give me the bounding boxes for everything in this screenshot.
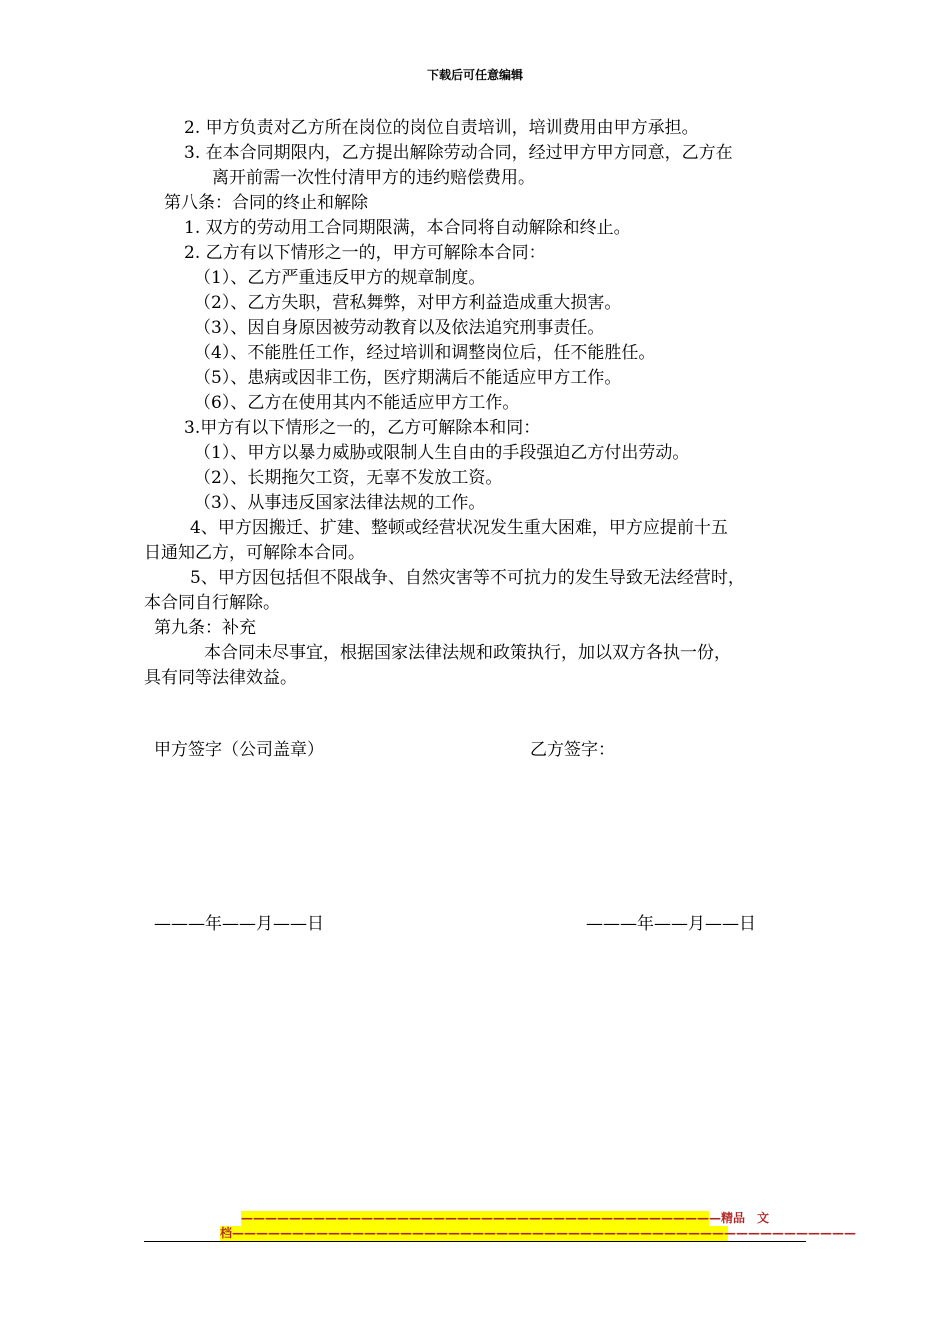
list-item: （2）、长期拖欠工资，无辜不发放工资。 bbox=[194, 468, 503, 488]
party-b-date: ———年——月——日 bbox=[586, 914, 756, 934]
section-heading: 第九条：补充 bbox=[154, 618, 256, 638]
list-item: （2）、乙方失职，营私舞弊，对甲方利益造成重大损害。 bbox=[194, 293, 622, 313]
list-item: （1）、甲方以暴力威胁或限制人生自由的手段强迫乙方付出劳动。 bbox=[194, 443, 690, 463]
footer-banner-line-1: ————————————————————————————————————————精品 文 bbox=[241, 1211, 770, 1225]
page-header: 下载后可任意编辑 bbox=[426, 68, 523, 82]
party-a-date: ———年——月——日 bbox=[154, 914, 324, 934]
text-line: 具有同等法律效益。 bbox=[144, 668, 297, 688]
text-line: 1. 双方的劳动用工合同期限满，本合同将自动解除和终止。 bbox=[184, 218, 631, 238]
list-item: （5）、患病或因非工伤，医疗期满后不能适应甲方工作。 bbox=[194, 368, 622, 388]
text-line: 本合同未尽事宜，根据国家法律法规和政策执行，加以双方各执一份， bbox=[204, 643, 731, 663]
text-line: 2. 乙方有以下情形之一的，甲方可解除本合同： bbox=[184, 243, 546, 263]
footer-banner-line-2: 档———————————————————————————————————————————————————— bbox=[220, 1226, 857, 1240]
list-item: （3）、从事违反国家法律法规的工作。 bbox=[194, 493, 486, 513]
list-item: （1）、乙方严重违反甲方的规章制度。 bbox=[194, 268, 486, 288]
list-item: （4）、不能胜任工作，经过培训和调整岗位后，任不能胜任。 bbox=[194, 343, 656, 363]
section-heading: 第八条：合同的终止和解除 bbox=[164, 193, 368, 213]
text-line: 5、甲方因包括但不限战争、自然灾害等不可抗力的发生导致无法经营时， bbox=[190, 568, 745, 588]
party-b-signature-label: 乙方签字： bbox=[530, 740, 615, 760]
text-line: 3.甲方有以下情形之一的，乙方可解除本和同： bbox=[184, 418, 541, 438]
list-item: （3）、因自身原因被劳动教育以及依法追究刑事责任。 bbox=[194, 318, 605, 338]
text-line: 离开前需一次性付清甲方的违约赔偿费用。 bbox=[212, 168, 535, 188]
party-a-signature-label: 甲方签字（公司盖章） bbox=[154, 740, 324, 760]
text-line: 2. 甲方负责对乙方所在岗位的岗位自责培训，培训费用由甲方承担。 bbox=[184, 118, 699, 138]
text-line: 3. 在本合同期限内，乙方提出解除劳动合同，经过甲方甲方同意，乙方在 bbox=[184, 143, 733, 163]
text-line: 本合同自行解除。 bbox=[144, 593, 280, 613]
footer-divider bbox=[144, 1241, 806, 1242]
text-line: 日通知乙方，可解除本合同。 bbox=[144, 543, 365, 563]
text-line: 4、甲方因搬迁、扩建、整顿或经营状况发生重大困难，甲方应提前十五 bbox=[190, 518, 728, 538]
list-item: （6）、乙方在使用其内不能适应甲方工作。 bbox=[194, 393, 520, 413]
